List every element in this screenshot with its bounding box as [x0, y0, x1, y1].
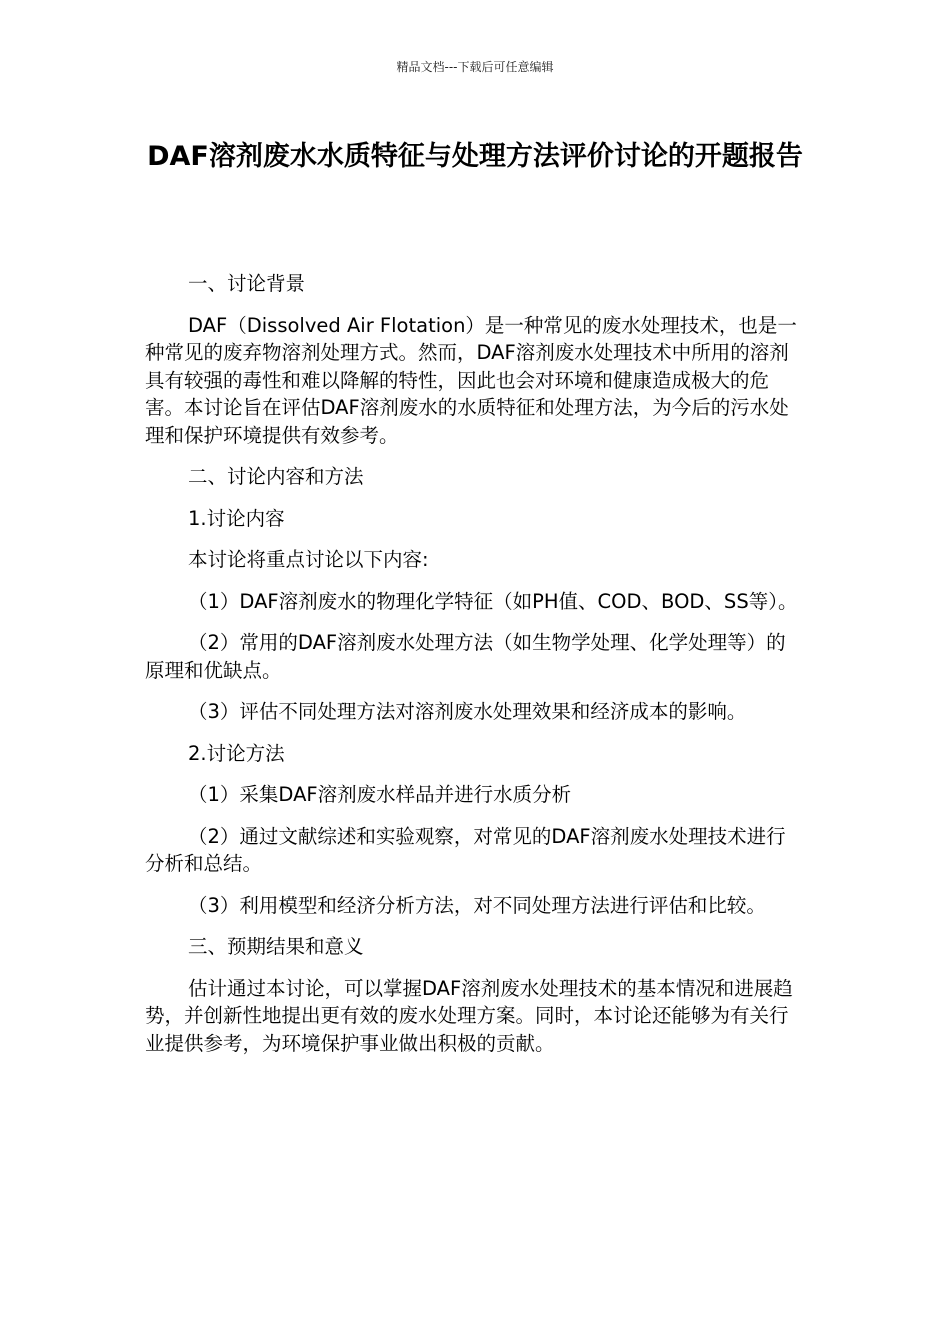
- page-header: 精品文档---下载后可任意编辑: [396, 60, 554, 74]
- document-body: [145, 270, 805, 1071]
- section-1-heading: 一、讨论背景: [188, 272, 306, 295]
- content-intro: 本讨论将重点讨论以下内容:: [188, 548, 429, 571]
- method-item-2: （2）通过文献综述和实验观察，对常见的DAF溶剂废水处理技术进行分析和总结。: [145, 824, 786, 875]
- section-3-heading: 三、预期结果和意义: [188, 935, 364, 958]
- subsection-content-heading: 1.讨论内容: [188, 506, 285, 530]
- content-item-1: （1）DAF溶剂废水的物理化学特征（如PH值、COD、BOD、SS等）。: [188, 589, 798, 613]
- method-item-3: （3）利用模型和经济分析方法，对不同处理方法进行评估和比较。: [188, 893, 766, 917]
- document-title: DAF溶剂废水水质特征与处理方法评价讨论的开题报告: [147, 141, 803, 172]
- section-3-paragraph: 估计通过本讨论，可以掌握DAF溶剂废水处理技术的基本情况和进展趋势，并创新性地提出更有效的废水处理方案。同时，本讨论还能够为有关行业提供参考，为环境保护事业做出积极的贡献。: [145, 976, 793, 1055]
- subsection-method-heading: 2.讨论方法: [188, 741, 285, 765]
- content-item-2: （2）常用的DAF溶剂废水处理方法（如生物学处理、化学处理等）的原理和优缺点。: [145, 631, 786, 682]
- method-item-1: （1）采集DAF溶剂废水样品并进行水质分析: [188, 783, 572, 806]
- content-item-3: （3）评估不同处理方法对溶剂废水处理效果和经济成本的影响。: [188, 700, 747, 723]
- section-1-paragraph: DAF（Dissolved Air Flotation）是一种常见的废水处理技术，也是一种常见的废弃物溶剂处理方式。然而，DAF溶剂废水处理技术中所用的溶剂具有较强的毒性和难以降解的特性，因此也会对环境和健康造成极大的危害。本讨论旨在评估DAF溶剂废水的水质特征和处理方法，为今后的污水处理和保护环境提供有效参考。: [145, 313, 797, 447]
- section-2-heading: 二、讨论内容和方法: [188, 465, 364, 488]
